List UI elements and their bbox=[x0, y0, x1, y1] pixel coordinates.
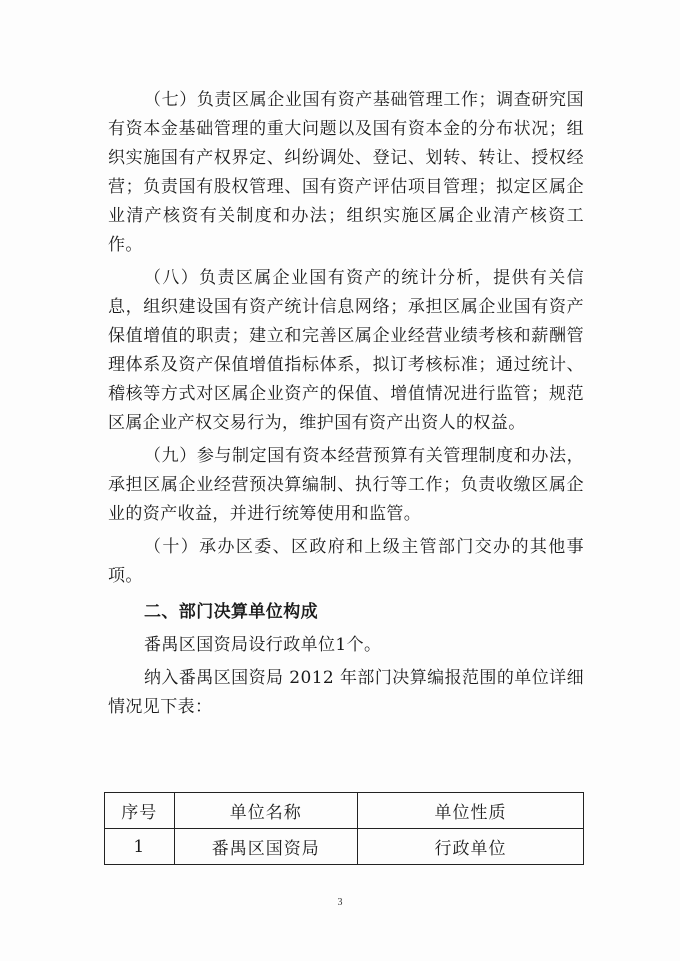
table-header-unit-name: 单位名称 bbox=[174, 793, 357, 829]
paragraph-item-9: （九）参与制定国有资本经营预算有关管理制度和办法，承担区属企业经营预决算编制、执行等工作；负责收缴区属企业的资产收益，并进行统筹使用和监管。 bbox=[108, 446, 584, 524]
table-header-index: 序号 bbox=[105, 793, 175, 829]
table-cell-index: 1 bbox=[105, 829, 175, 865]
paragraph-item-10: （十）承办区委、区政府和上级主管部门交办的其他事项。 bbox=[108, 537, 584, 586]
page-number: 3 bbox=[337, 897, 343, 908]
table-header-row bbox=[105, 793, 584, 829]
document-body bbox=[108, 86, 584, 722]
section-heading: 二、部门决算单位构成 bbox=[144, 602, 318, 622]
paragraph-table-intro: 纳入番禺区国资局 2012 年部门决算编报范围的单位详细情况见下表： bbox=[108, 668, 584, 717]
table-header-unit-type: 单位性质 bbox=[357, 793, 583, 829]
paragraph-item-7: （七）负责区属企业国有资产基础管理工作；调查研究国有资本金基础管理的重大问题以及国有资本金的分布状况；组织实施国有产权界定、纠纷调处、登记、划转、转让、授权经营；负责国有股权管理、国有资产评估项目管理；拟定区属企业清产核资有关制度和办法；组织实施区属企业清产核资工作。 bbox=[108, 90, 584, 255]
table-row bbox=[105, 829, 584, 865]
table-cell-unit-type: 行政单位 bbox=[357, 829, 583, 865]
table-cell-unit-name: 番禺区国资局 bbox=[174, 829, 357, 865]
paragraph-item-8: （八）负责区属企业国有资产的统计分析，提供有关信息，组织建设国有资产统计信息网络；承担区属企业国有资产保值增值的职责；建立和完善区属企业经营业绩考核和薪酬管理体系及资产保值增值指标体系，拟订考核标准；通过统计、稽核等方式对区属企业资产的保值、增值情况进行监管；规范区属企业产权交易行为，维护国有资产出资人的权益。 bbox=[108, 268, 584, 433]
unit-composition-table bbox=[104, 792, 584, 865]
paragraph-unit-count: 番禺区国资局设行政单位1个。 bbox=[144, 635, 382, 655]
